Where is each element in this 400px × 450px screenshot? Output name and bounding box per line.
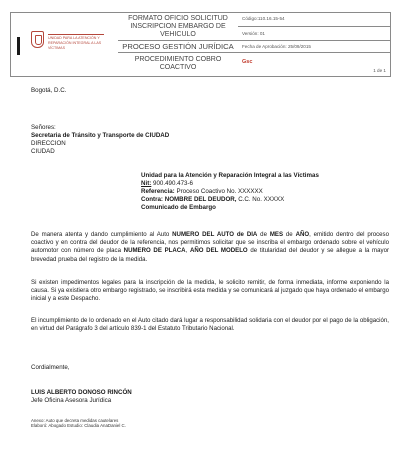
metadata-cell: [238, 13, 390, 76]
closing: Cordialmente,: [31, 364, 70, 371]
reference-unit: Unidad para la Atención y Reparación Integral a las Víctimas: [141, 172, 319, 179]
signer-title: Jefe Oficina Asesora Jurídica: [31, 397, 112, 404]
title-cell: [118, 13, 238, 76]
code-red-mark: Gsc: [242, 59, 253, 65]
logo-cell: [11, 13, 118, 76]
paragraph-request: De manera atenta y dando cumplimiento al Auto NUMERO DEL AUTO de DIA de MES de AÑO, emitido dentro del proceso coactivo y en contra del deudor de la referencia, nos permitimos solicitar que se inscriba el embargo ordenado sobre el vehículo automotor con número de placa NUMERO DE PLACA, AÑO DEL MODELO de titularidad del deudor y se allegue a la mayor brevedad prueba del registro de la medida.: [31, 231, 389, 263]
paragraph-impediments: Si existen impedimentos legales para la inscripción de la medida, le solicito remitir, de forma inmediata, informe exponiendo la causa. Si ya existiera otro embargo registrado, se inscribirá esta medida y se comunicará al juzgado que haya ordenado el embargo inicial y a este Despacho.: [31, 279, 389, 303]
procedure-title: PROCEDIMIENTO COBRO COACTIVO: [134, 56, 222, 71]
reference-nit: Nit: 900.490.473-6: [141, 180, 193, 187]
recipient-address: DIRECCION: [31, 140, 66, 147]
signer-name: LUIS ALBERTO DONOSO RINCÓN: [31, 389, 132, 396]
page-number: 1 de 1: [373, 68, 386, 73]
document-version: Versión: 01: [238, 27, 390, 41]
reference-subject: Comunicado de Embargo: [141, 204, 216, 211]
footer-annex: Anexo: Auto que decreta medidas cautelares: [31, 418, 119, 423]
reference-line: Referencia: Proceso Coactivo No. XXXXXX: [141, 188, 263, 195]
recipient-city: CIUDAD: [31, 148, 55, 155]
city-date: Bogotá, D.C.: [31, 87, 67, 94]
paragraph-liability: El incumplimiento de lo ordenado en el Auto citado dará lugar a responsabilidad solidaria con el deudor por el pago de la obligación, en virtud del Parágrafo 3 del artículo 839-1 del Estatuto Tributario Nacional.: [31, 317, 389, 333]
footer-elaborated: Elaboró: Abogado Estudio: Claudia AnaDaniel C.: [31, 423, 126, 428]
recipient-entity: Secretaria de Tránsito y Transporte de CIUDAD: [31, 132, 170, 139]
approval-date: Fecha de Aprobación: 25/09/2015: [238, 41, 390, 53]
form-title: FORMATO OFICIO SOLICITUD INSCRIPCION EMBARGO DE VEHICULO: [118, 13, 238, 41]
organization-logo-text: [48, 33, 116, 51]
document-code: Código:110.16.15-54: [238, 13, 390, 27]
logo-text: UNIDAD PARA LA ATENCIÓN Y REPARACIÓN INTEGRAL A LAS VÍCTIMAS: [48, 36, 102, 50]
code-page-row: [238, 53, 390, 76]
recipient-greeting: Señores:: [31, 124, 56, 131]
coat-of-arms-logo: [31, 31, 44, 48]
reference-contra: Contra: NOMBRE DEL DEUDOR, C.C. No. XXXXX: [141, 196, 285, 203]
text-cursor: [17, 37, 20, 55]
process-title: PROCESO GESTIÓN JURÍDICA: [118, 41, 238, 53]
document-header-table: [10, 12, 391, 77]
